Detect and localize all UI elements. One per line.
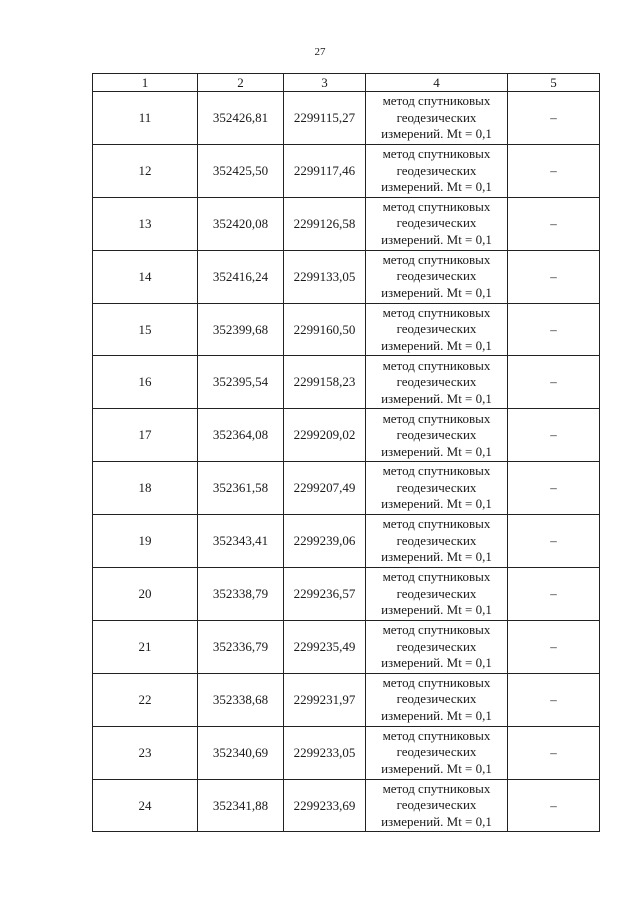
table-row [93, 726, 600, 779]
table-row [93, 144, 600, 197]
y-coordinate-cell: 2299235,49 [284, 620, 366, 673]
y-coordinate-cell: 2299160,50 [284, 303, 366, 356]
method-description-line: измерений. Mt = 0,1 [381, 126, 492, 142]
method-description-line: измерений. Mt = 0,1 [381, 284, 492, 300]
y-coordinate-cell: 2299115,27 [284, 92, 366, 145]
table-row [93, 356, 600, 409]
method-description-line: метод спутниковых [382, 146, 491, 162]
y-coordinate-cell: 2299207,49 [284, 462, 366, 515]
method-description-line: метод спутниковых [382, 463, 491, 479]
point-number-cell: 13 [93, 197, 198, 250]
y-coordinate-cell: 2299209,02 [284, 409, 366, 462]
note-cell: – [508, 620, 600, 673]
method-description-line: геодезических [396, 744, 477, 760]
point-number-cell: 19 [93, 515, 198, 568]
point-number-cell: 21 [93, 620, 198, 673]
y-coordinate-cell: 2299233,69 [284, 779, 366, 832]
note-cell: – [508, 356, 600, 409]
y-coordinate-cell: 2299233,05 [284, 726, 366, 779]
method-description-cell [366, 620, 508, 673]
method-description-line: метод спутниковых [382, 410, 491, 426]
x-coordinate-cell: 352338,79 [198, 568, 284, 621]
method-description-line: метод спутниковых [382, 780, 491, 796]
method-description-line: измерений. Mt = 0,1 [381, 443, 492, 459]
point-number-cell: 22 [93, 673, 198, 726]
point-number-cell: 12 [93, 144, 198, 197]
table-row [93, 197, 600, 250]
method-description-cell [366, 144, 508, 197]
x-coordinate-cell: 352416,24 [198, 250, 284, 303]
x-coordinate-cell: 352395,54 [198, 356, 284, 409]
table-row [93, 515, 600, 568]
y-coordinate-cell: 2299231,97 [284, 673, 366, 726]
method-description-cell [366, 409, 508, 462]
table-row [93, 779, 600, 832]
method-description-line: метод спутниковых [382, 198, 491, 214]
method-description-line: геодезических [396, 162, 477, 178]
col-header-1: 1 [93, 74, 198, 92]
x-coordinate-cell: 352425,50 [198, 144, 284, 197]
method-description-cell [366, 197, 508, 250]
method-description-line: геодезических [396, 427, 477, 443]
method-description-line: геодезических [396, 215, 477, 231]
method-description-line: измерений. Mt = 0,1 [381, 179, 492, 195]
note-cell: – [508, 779, 600, 832]
header-row [93, 74, 600, 92]
method-description-line: метод спутниковых [382, 251, 491, 267]
col-header-2: 2 [198, 74, 284, 92]
method-description-line: метод спутниковых [382, 569, 491, 585]
x-coordinate-cell: 352426,81 [198, 92, 284, 145]
method-description-cell [366, 92, 508, 145]
note-cell: – [508, 92, 600, 145]
y-coordinate-cell: 2299133,05 [284, 250, 366, 303]
method-description-cell [366, 250, 508, 303]
method-description-line: измерений. Mt = 0,1 [381, 337, 492, 353]
method-description-line: метод спутниковых [382, 674, 491, 690]
method-description-line: метод спутниковых [382, 516, 491, 532]
method-description-line: измерений. Mt = 0,1 [381, 602, 492, 618]
method-description-line: геодезических [396, 638, 477, 654]
point-number-cell: 11 [93, 92, 198, 145]
point-number-cell: 15 [93, 303, 198, 356]
method-description-line: геодезических [396, 321, 477, 337]
method-description-line: метод спутниковых [382, 357, 491, 373]
method-description-line: измерений. Mt = 0,1 [381, 549, 492, 565]
note-cell: – [508, 515, 600, 568]
page-number: 27 [314, 46, 326, 58]
x-coordinate-cell: 352399,68 [198, 303, 284, 356]
note-cell: – [508, 568, 600, 621]
note-cell: – [508, 409, 600, 462]
method-description-cell [366, 515, 508, 568]
y-coordinate-cell: 2299236,57 [284, 568, 366, 621]
table-row [93, 620, 600, 673]
method-description-line: измерений. Mt = 0,1 [381, 390, 492, 406]
method-description-line: метод спутниковых [382, 727, 491, 743]
x-coordinate-cell: 352364,08 [198, 409, 284, 462]
point-number-cell: 24 [93, 779, 198, 832]
col-header-3: 3 [284, 74, 366, 92]
point-number-cell: 17 [93, 409, 198, 462]
method-description-cell [366, 356, 508, 409]
y-coordinate-cell: 2299239,06 [284, 515, 366, 568]
coordinates-table [92, 73, 600, 832]
table-row [93, 250, 600, 303]
point-number-cell: 18 [93, 462, 198, 515]
method-description-line: метод спутниковых [382, 93, 491, 109]
method-description-line: измерений. Mt = 0,1 [381, 496, 492, 512]
method-description-cell [366, 568, 508, 621]
method-description-line: измерений. Mt = 0,1 [381, 707, 492, 723]
table-row [93, 462, 600, 515]
method-description-cell [366, 462, 508, 515]
method-description-line: измерений. Mt = 0,1 [381, 231, 492, 247]
note-cell: – [508, 303, 600, 356]
method-description-line: измерений. Mt = 0,1 [381, 760, 492, 776]
x-coordinate-cell: 352340,69 [198, 726, 284, 779]
point-number-cell: 14 [93, 250, 198, 303]
y-coordinate-cell: 2299158,23 [284, 356, 366, 409]
method-description-line: метод спутниковых [382, 304, 491, 320]
method-description-line: геодезических [396, 374, 477, 390]
note-cell: – [508, 673, 600, 726]
note-cell: – [508, 250, 600, 303]
x-coordinate-cell: 352338,68 [198, 673, 284, 726]
col-header-4: 4 [366, 74, 508, 92]
note-cell: – [508, 726, 600, 779]
method-description-line: геодезических [396, 479, 477, 495]
method-description-line: геодезических [396, 585, 477, 601]
point-number-cell: 20 [93, 568, 198, 621]
table-row [93, 409, 600, 462]
method-description-line: геодезических [396, 797, 477, 813]
point-number-cell: 16 [93, 356, 198, 409]
point-number-cell: 23 [93, 726, 198, 779]
method-description-line: геодезических [396, 532, 477, 548]
method-description-line: геодезических [396, 268, 477, 284]
table-row [93, 673, 600, 726]
table-row [93, 303, 600, 356]
method-description-line: измерений. Mt = 0,1 [381, 655, 492, 671]
method-description-cell [366, 303, 508, 356]
table-row [93, 568, 600, 621]
y-coordinate-cell: 2299126,58 [284, 197, 366, 250]
method-description-cell [366, 726, 508, 779]
method-description-line: геодезических [396, 691, 477, 707]
y-coordinate-cell: 2299117,46 [284, 144, 366, 197]
method-description-line: метод спутниковых [382, 622, 491, 638]
note-cell: – [508, 144, 600, 197]
method-description-line: измерений. Mt = 0,1 [381, 813, 492, 829]
note-cell: – [508, 462, 600, 515]
col-header-5: 5 [508, 74, 600, 92]
note-cell: – [508, 197, 600, 250]
method-description-cell [366, 673, 508, 726]
method-description-cell [366, 779, 508, 832]
method-description-line: геодезических [396, 109, 477, 125]
x-coordinate-cell: 352336,79 [198, 620, 284, 673]
table-row [93, 92, 600, 145]
x-coordinate-cell: 352420,08 [198, 197, 284, 250]
x-coordinate-cell: 352361,58 [198, 462, 284, 515]
x-coordinate-cell: 352343,41 [198, 515, 284, 568]
x-coordinate-cell: 352341,88 [198, 779, 284, 832]
